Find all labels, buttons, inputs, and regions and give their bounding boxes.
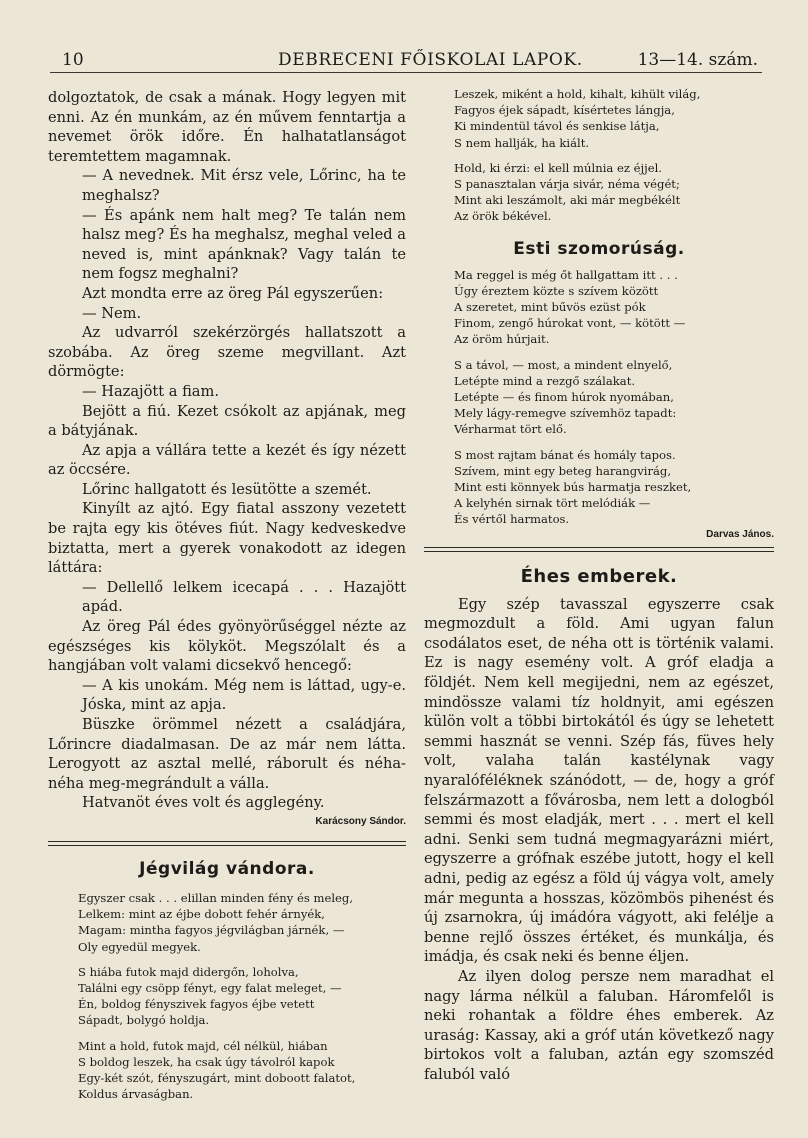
page-header [50, 46, 762, 73]
poem-line: Koldus árvaságban. [78, 1087, 194, 1102]
poem-line: S hiába futok majd didergőn, loholva, [78, 964, 299, 979]
right-column [424, 86, 774, 1085]
paragraph: — A nevednek. Mit érsz vele, Lőrinc, ha te meghalsz? [82, 167, 406, 204]
paragraph: — Dellellő lelkem icecapá . . . Hazajött apád. [82, 578, 406, 616]
paragraph: Bejött a fiú. Kezet csókolt az apjának, meg a bátyjának. [48, 402, 406, 440]
author-signature: Darvas János. [706, 528, 774, 540]
poem-stanza [78, 890, 406, 955]
poem-line: Az öröm húrjait. [454, 332, 550, 347]
poem-line: Az örök békével. [454, 209, 552, 224]
poem-stanza [454, 86, 774, 151]
poem-line: Én, boldog fényszivek fagyos éjbe vetett [78, 997, 315, 1012]
poem-line: Szívem, mint egy beteg harangvirág, [454, 463, 672, 478]
paragraph: Kinyílt az ajtó. Egy fiatal asszony vezetett be rajta egy kis ötéves fiút. Nagy kedveskedve biztatta, mert a gyerek vonakodott az idegen láttára: [48, 500, 406, 577]
poem-line: Hold, ki érzi: el kell múlnia ez éjjel. [454, 160, 662, 175]
paragraph: Azt mondta erre az öreg Pál egyszerűen: [82, 284, 384, 302]
poem-title: Esti szomorúság. [513, 238, 685, 259]
poem-line: Úgy éreztem közte s szívem között [454, 283, 659, 298]
section-divider [48, 841, 406, 846]
poem-line: Finom, zengő húrokat vont, — kötött — [454, 316, 686, 331]
poem-line: Mely lágy-remegve szívemhöz tapadt: [454, 406, 677, 421]
poem-line: Egyszer csak . . . elillan minden fény és meleg, [78, 890, 354, 905]
poem-line: Mint esti könnyek bús harmatja reszket, [454, 480, 692, 495]
paragraph: Lőrinc hallgatott és lesütötte a szemét. [82, 480, 372, 498]
poem-stanza [454, 447, 774, 528]
poem-line: Vérharmat tört elő. [454, 422, 567, 437]
poem [78, 890, 406, 1102]
poem-line: S boldog leszek, ha csak úgy távolról kapok [78, 1054, 335, 1069]
poem-line: Ma reggel is még őt hallgattam itt . . . [454, 267, 678, 282]
poem [454, 267, 774, 528]
poem-line: S most rajtam bánat és homály tapos. [454, 447, 676, 462]
poem-line: A szeretet, mint bűvös ezüst pók [454, 300, 646, 315]
paragraph: Hatvanöt éves volt és agglegény. [82, 794, 325, 812]
paragraph: Az udvarról szekérzörgés hallatszott a szobába. Az öreg szeme megvillant. Azt dörmögte: [48, 324, 406, 381]
poem-line: Egy-két szót, fényszugárt, mint doboott falatot, [78, 1071, 356, 1085]
poem-line: És vértől harmatos. [454, 512, 570, 527]
poem-line: Leszek, miként a hold, kihalt, kihült világ, [454, 87, 701, 101]
paragraph: Az apja a vállára tette a kezét és így nézett az öccsére. [48, 441, 406, 479]
poem-line: Találni egy csöpp fényt, egy falat meleget, — [78, 980, 342, 995]
paragraph: Az öreg Pál édes gyönyörűséggel nézte az egészséges kis kölyköt. Megszólalt és a hangjában volt valami dicsekvő hencegő: [48, 618, 406, 675]
article-title: Éhes emberek. [520, 565, 678, 587]
poem-line: S nem hallják, ha kiált. [454, 135, 590, 150]
paragraph: dolgoztatok, de csak a mának. Hogy legyen mit enni. Az én munkám, az én művem fenntartja a nevemet örök időre. Én halhatatlanságot teremtettem magamnak. [48, 89, 406, 165]
poem-stanza [78, 964, 406, 1029]
poem-stanza [78, 1038, 406, 1103]
poem-line: Oly egyedül megyek. [78, 939, 201, 954]
poem-stanza [454, 357, 774, 438]
paragraph: Az ilyen dolog persze nem maradhat el nagy lárma nélkül a faluban. Háromfelől is neki rohantak a földre éhes emberek. Az uraság: Kassay, aki a gróf után következő nagy birtokos volt a faluban, aztán egy szomszéd faluból való [424, 967, 774, 1083]
poem-line: S a távol, — most, a mindent elnyelő, [454, 357, 673, 372]
poem-line: A kelyhén sirnak tört melódiák — [454, 496, 651, 511]
poem-line: Sápadt, bolygó holdja. [78, 1013, 210, 1028]
left-column [48, 88, 406, 1102]
paragraph: — Hazajött a fiam. [82, 382, 219, 400]
poem-line: Magam: mintha fagyos jégvilágban járnék, — [78, 923, 345, 938]
poem-title: Jégvilág vándora. [139, 858, 315, 879]
poem-stanza [454, 267, 774, 348]
paragraph: — Nem. [82, 304, 142, 322]
poem-stanza [454, 160, 774, 225]
poem-line: Mint aki leszámolt, aki már megbékélt [454, 193, 681, 208]
paragraph: — És apánk nem halt meg? Te talán nem halsz meg? És ha meghalsz, meghal veled a neved is, mint apánknak? Vagy talán te nem fogsz meghalni? [82, 206, 406, 283]
paragraph: — A kis unokám. Még nem is láttad, ugy-e. Jóska, mint az apja. [82, 676, 406, 714]
author-signature: Karácsony Sándor. [315, 815, 406, 827]
poem [454, 86, 774, 225]
issue-number: 13—14. szám. [637, 50, 758, 70]
paragraph: Egy szép tavasszal egyszerre csak megmozdult a föld. Ami ugyan falun csodálatos eset, de néha ott is történik valami. Ez is nagy esemény volt. A gróf eladja a földjét. Nem kell megijedni, nem az egészet, mindössze valami tíz holdnyit, ami egészen külön volt a többi birtokától és úgy se lehetett semmi hasznát se venni. Szép fás, füves hely volt, valaha talán kastélynak vagy nyaralóféléknek szánódott, — de, hogy a gróf felszármazott a fővárosba, nem lett a dologból semmi és most eladják, mert . . . mert el kell adni. Senki sem tudná megmagyarázni miért, egyszerre a grófnak eszébe jutott, hogy el kell adni, pedig az egész a föld új vágya volt, amely már megunta a hosszas, közömbös pihenést és új zsarnokra, új imádóra vágyott, aki felélje a benne rejlő összes értéket, és munkálja, és imádja, és csak neki és benne éljen. [424, 595, 774, 966]
poem-line: Ki mindentül távol és senkise látja, [454, 119, 660, 134]
page-number: 10 [62, 50, 84, 70]
poem-line: Mint a hold, futok majd, cél nélkül, hiában [78, 1038, 328, 1053]
poem-line: Letépte — és finom húrok nyomában, [454, 390, 674, 405]
poem-line: Lelkem: mint az éjbe dobott fehér árnyék, [78, 907, 325, 922]
poem-line: S panasztalan várja sivár, néma végét; [454, 177, 680, 192]
paragraph: Büszke örömmel nézett a családjára, Lőrincre diadalmasan. De az már nem látta. Lerogyott az asztal mellé, ráborult és néha-néha meg-megrándult a válla. [48, 716, 406, 792]
journal-title: DEBRECENI FŐISKOLAI LAPOK. [278, 50, 583, 70]
poem-line: Letépte mind a rezgő szálakat. [454, 373, 636, 388]
poem-line: Fagyos éjek sápadt, kísértetes lángja, [454, 103, 675, 118]
section-divider [424, 547, 774, 552]
